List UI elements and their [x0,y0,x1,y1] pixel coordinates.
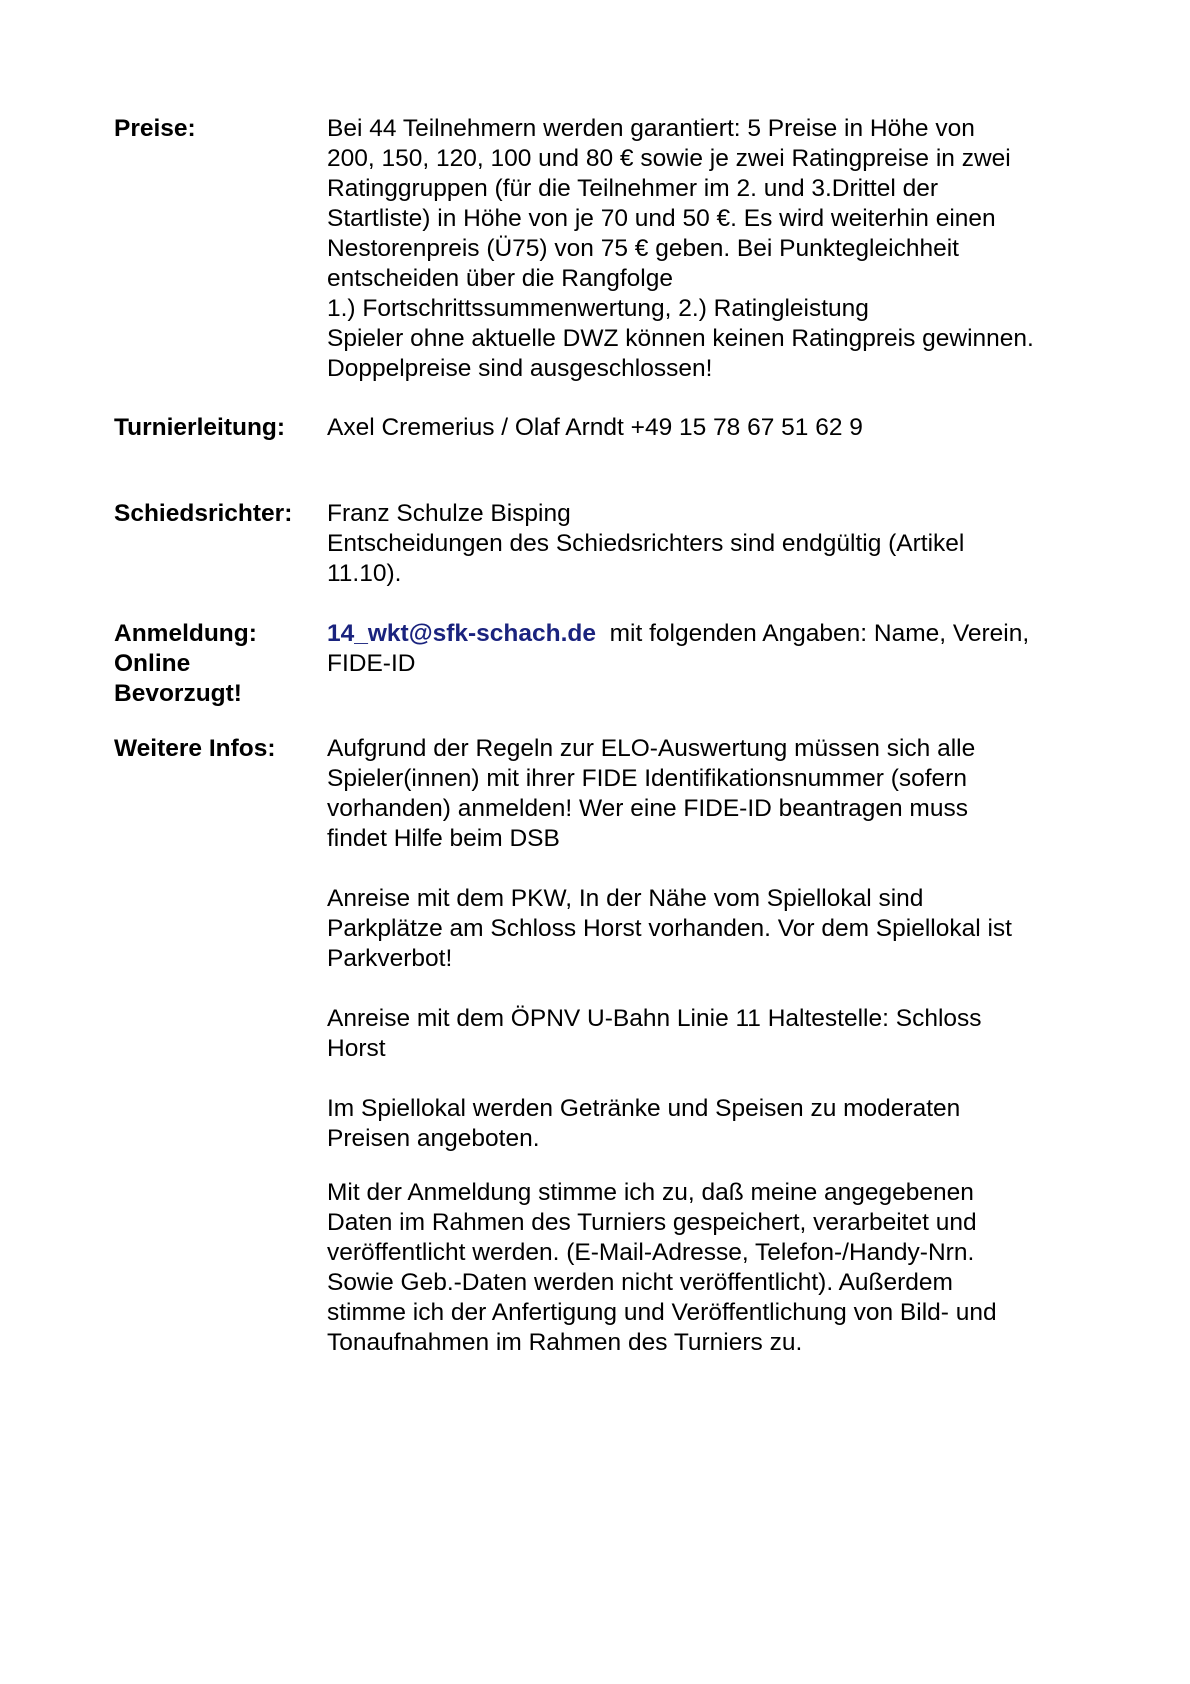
info-paragraph [327,1094,1107,1154]
anmeldung-label [114,619,324,709]
info-line: Parkplätze am Schloss Horst vorhanden. Vor dem Spiellokal ist [327,915,1012,942]
info-paragraph [327,1004,1107,1064]
turnierleitung-line: Axel Cremerius / Olaf Arndt +49 15 78 67 51 62 9 [327,414,863,441]
info-line: Im Spiellokal werden Getränke und Speisen zu moderaten [327,1095,961,1122]
weitere-infos-content [327,734,1107,1358]
info-line: stimme ich der Anfertigung und Veröffentlichung von Bild- und [327,1299,997,1326]
info-line: Horst [327,1035,386,1062]
info-line: Aufgrund der Regeln zur ELO-Auswertung müssen sich alle [327,735,976,762]
info-paragraph [327,1178,1107,1358]
info-line: Anreise mit dem ÖPNV U-Bahn Linie 11 Haltestelle: Schloss [327,1005,982,1032]
anmeldung-line-rest: mit folgenden Angaben: Name, Verein, [609,620,1030,647]
info-line: Preisen angeboten. [327,1125,540,1152]
schiedsrichter-content [327,499,1107,589]
schiedsrichter-line: 11.10). [327,560,402,587]
info-line: Spieler(innen) mit ihrer FIDE Identifikationsnummer (sofern [327,765,967,792]
preise-line: Nestorenpreis (Ü75) von 75 € geben. Bei Punktegleichheit [327,235,959,262]
weitere-infos-label: Weitere Infos: [114,735,276,762]
anmeldung-label-line: Bevorzugt! [114,680,242,707]
info-line: Tonaufnahmen im Rahmen des Turniers zu. [327,1329,803,1356]
preise-line: Bei 44 Teilnehmern werden garantiert: 5 Preise in Höhe von [327,115,975,142]
anmeldung-content [327,619,1107,679]
preise-line: Spieler ohne aktuelle DWZ können keinen Ratingpreis gewinnen. [327,325,1034,352]
turnierleitung-label: Turnierleitung: [114,414,286,441]
info-line: Sowie Geb.-Daten werden nicht veröffentlicht). Außerdem [327,1269,953,1296]
email-link[interactable]: 14_wkt@sfk-schach.de [327,620,597,647]
info-line: veröffentlicht werden. (E-Mail-Adresse, Telefon-/Handy-Nrn. [327,1239,975,1266]
preise-label: Preise: [114,115,196,142]
preise-line: 200, 150, 120, 100 und 80 € sowie je zwei Ratingpreise in zwei [327,145,1011,172]
schiedsrichter-line: Entscheidungen des Schiedsrichters sind endgültig (Artikel [327,530,965,557]
anmeldung-line: FIDE-ID [327,650,416,677]
info-line: vorhanden) anmelden! Wer eine FIDE-ID beantragen muss [327,795,968,822]
info-line: Anreise mit dem PKW, In der Nähe vom Spiellokal sind [327,885,924,912]
preise-line: 1.) Fortschrittssummenwertung, 2.) Ratingleistung [327,295,869,322]
schiedsrichter-line: Franz Schulze Bisping [327,500,571,527]
preise-line: Startliste) in Höhe von je 70 und 50 €. Es wird weiterhin einen [327,205,996,232]
schiedsrichter-label: Schiedsrichter: [114,500,293,527]
info-paragraph [327,734,1107,854]
turnierleitung-content [327,413,1107,443]
preise-line: entscheiden über die Rangfolge [327,265,673,292]
anmeldung-label-line: Anmeldung: [114,620,257,647]
anmeldung-line [327,619,1107,649]
info-line: Parkverbot! [327,945,453,972]
info-line: Daten im Rahmen des Turniers gespeichert, verarbeitet und [327,1209,977,1236]
anmeldung-label-line: Online [114,650,191,677]
preise-line: Ratinggruppen (für die Teilnehmer im 2. und 3.Drittel der [327,175,939,202]
info-line: findet Hilfe beim DSB [327,825,560,852]
info-line: Mit der Anmeldung stimme ich zu, daß meine angegebenen [327,1179,974,1206]
preise-line: Doppelpreise sind ausgeschlossen! [327,355,713,382]
info-paragraph [327,884,1107,974]
preise-content [327,114,1107,384]
